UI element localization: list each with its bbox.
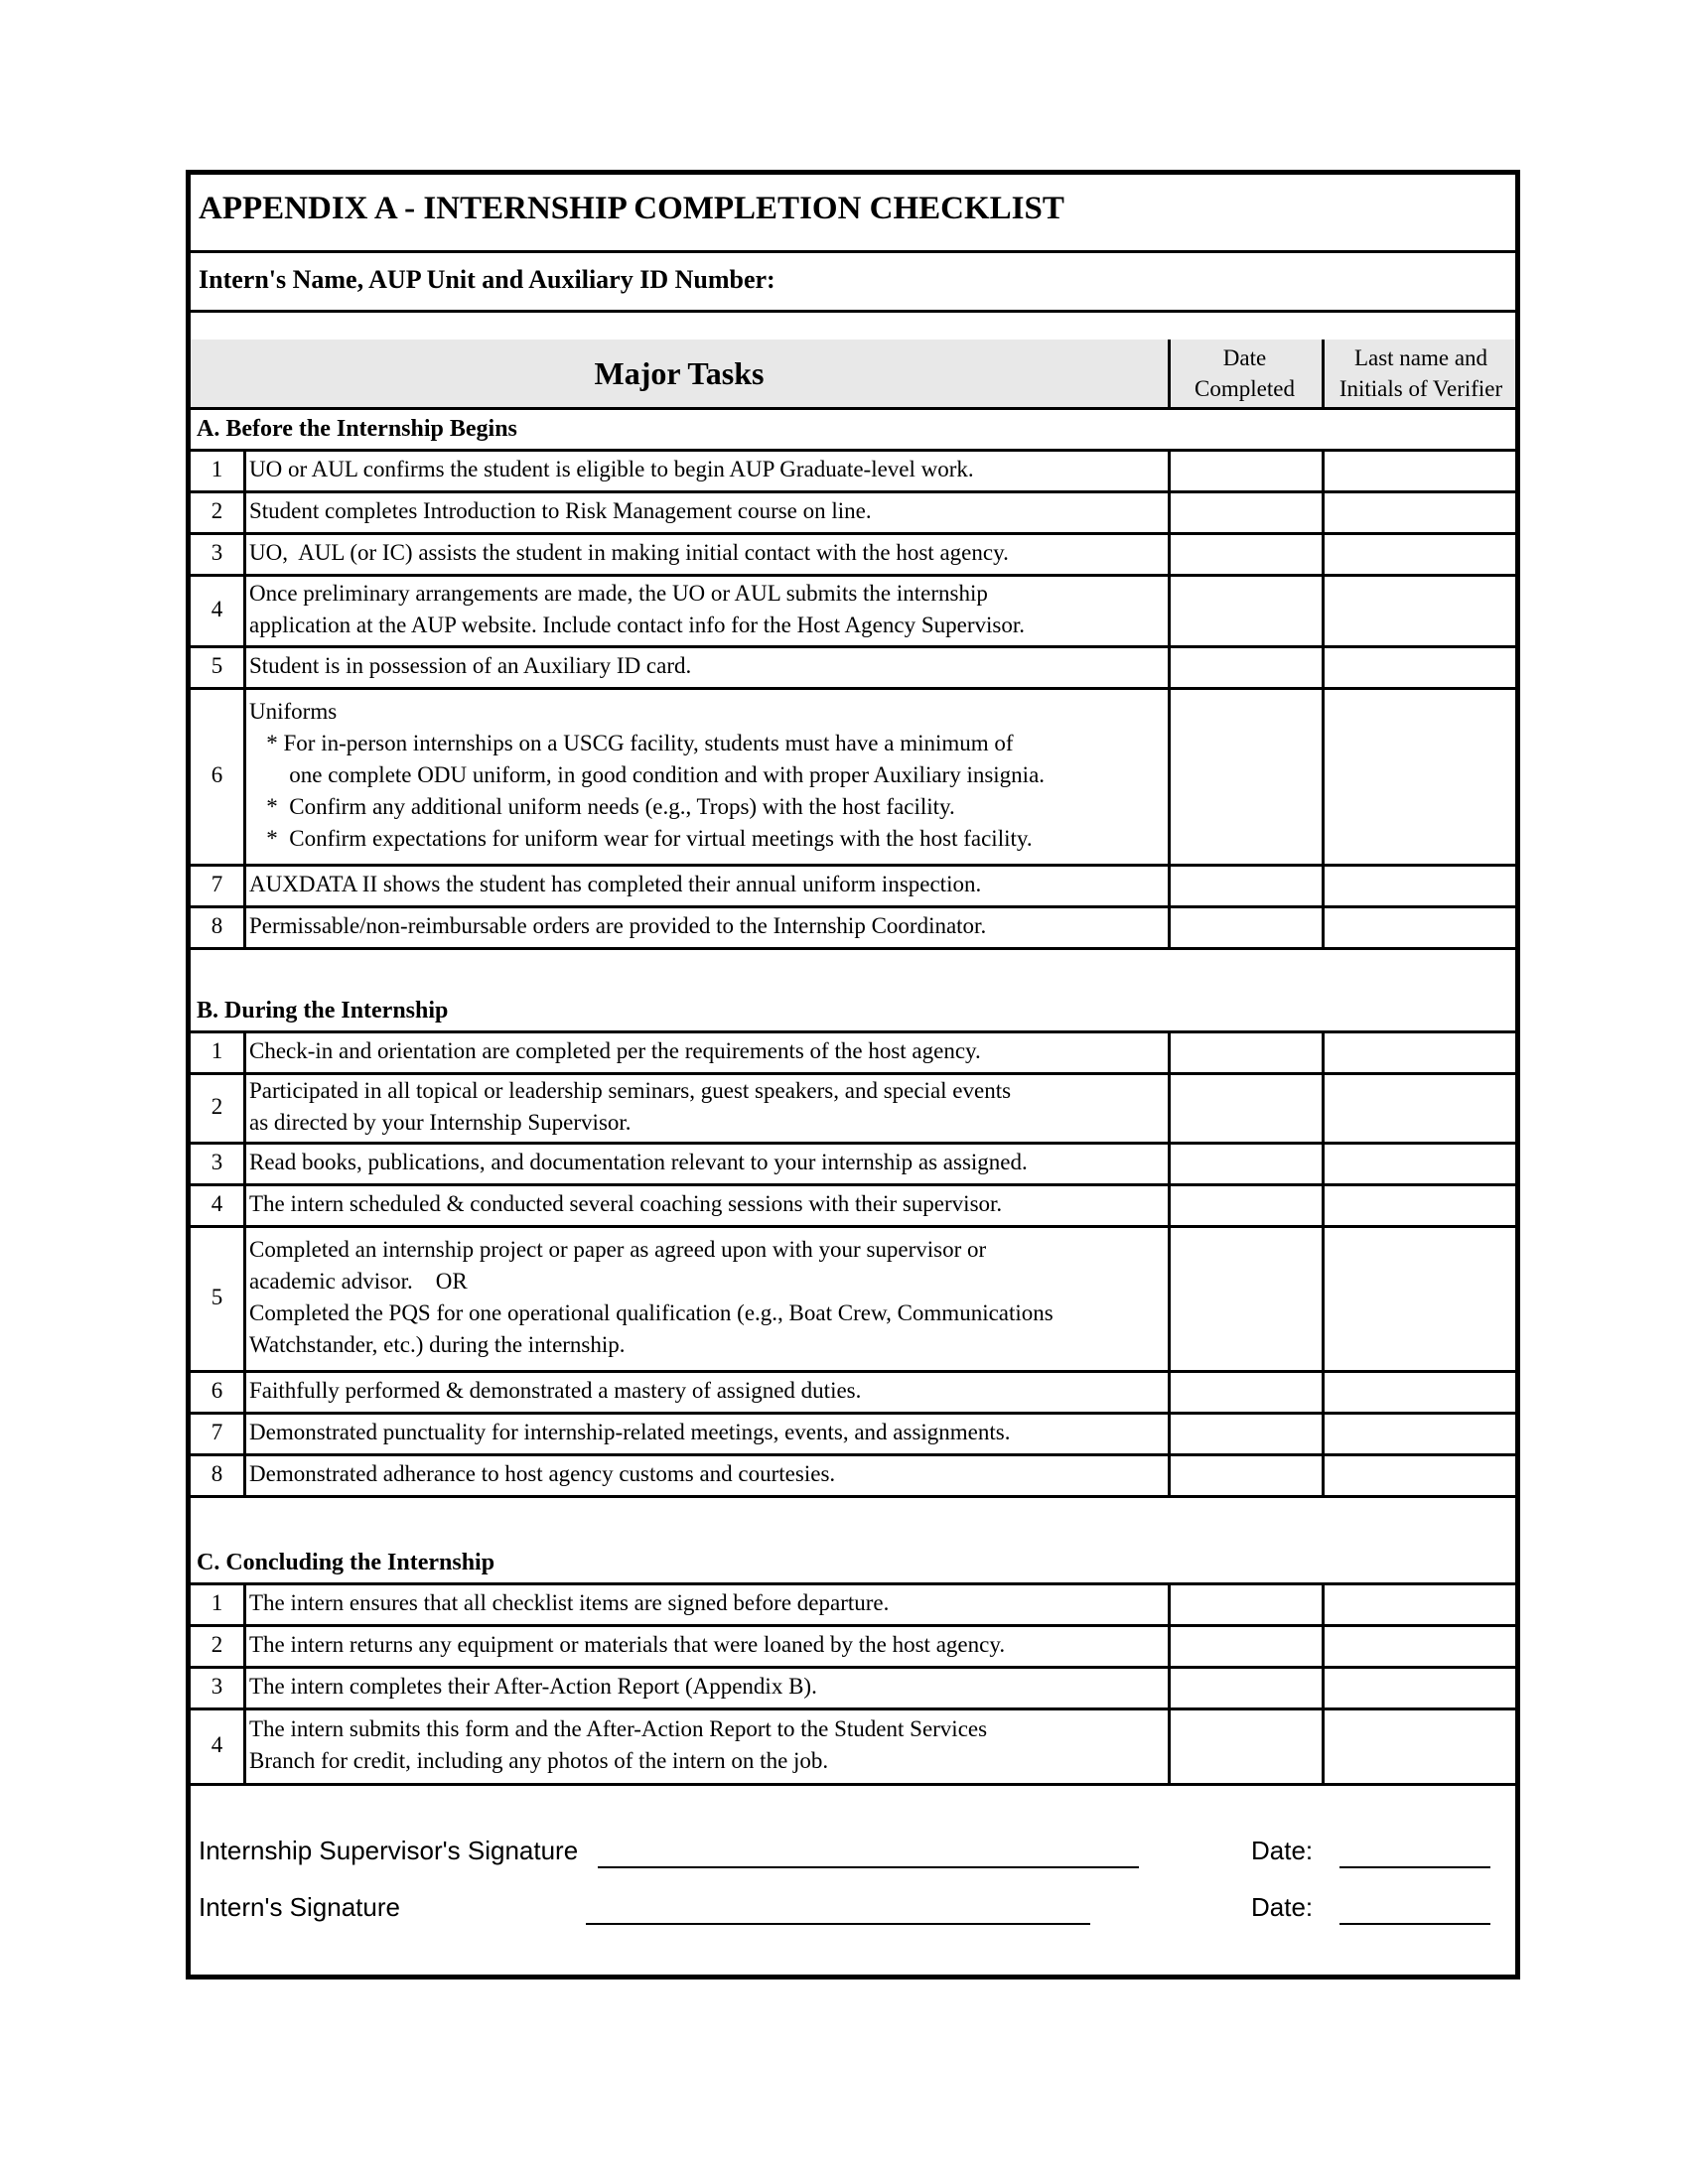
header-verifier-line: Initials of Verifier [1338, 376, 1503, 401]
divider [243, 1624, 246, 1666]
task-row [191, 449, 1515, 490]
date-completed-cell[interactable] [1171, 1666, 1320, 1707]
task-row [191, 1582, 1515, 1624]
intern-signature-line[interactable] [586, 1923, 1090, 1925]
verifier-initials-cell[interactable] [1325, 1142, 1515, 1183]
task-text [246, 449, 1163, 490]
task-number: 4 [211, 597, 223, 621]
task-number: 2 [211, 1632, 223, 1657]
task-text [246, 1707, 1163, 1783]
task-text-line: AUXDATA II shows the student has completed their annual uniform inspection. [249, 872, 982, 896]
task-text-line: Completed an internship project or paper as agreed upon with your supervisor or [249, 1237, 987, 1262]
verifier-initials-cell[interactable] [1325, 1666, 1515, 1707]
task-text-line: * Confirm expectations for uniform wear for virtual meetings with the host facility. [249, 826, 1033, 851]
divider [243, 645, 246, 687]
task-number: 4 [211, 1191, 223, 1216]
task-text-line: The intern scheduled & conducted several coaching sessions with their supervisor. [249, 1191, 1003, 1216]
task-text [246, 490, 1163, 532]
verifier-initials-cell[interactable] [1325, 864, 1515, 905]
task-text-line: Student is in possession of an Auxiliary ID card. [249, 653, 692, 678]
divider [243, 532, 246, 574]
verifier-initials-cell[interactable] [1325, 1624, 1515, 1666]
task-number: 8 [211, 913, 223, 938]
divider [1322, 1072, 1325, 1142]
intern-id-label: Intern's Name, AUP Unit and Auxiliary ID Number: [199, 265, 775, 294]
divider [1168, 574, 1171, 645]
intern-signature-label: Intern's Signature [199, 1892, 400, 1922]
divider [1168, 449, 1171, 490]
divider [1168, 1183, 1171, 1225]
date-completed-cell[interactable] [1171, 645, 1320, 687]
task-text [246, 1453, 1163, 1495]
task-number: 5 [211, 653, 223, 678]
verifier-initials-cell[interactable] [1325, 905, 1515, 947]
divider [1168, 1624, 1171, 1666]
task-text-line: Demonstrated adherance to host agency customs and courtesies. [249, 1461, 836, 1486]
verifier-initials-cell[interactable] [1325, 1707, 1515, 1783]
divider [1168, 1072, 1171, 1142]
divider [1168, 1453, 1171, 1495]
divider [1322, 449, 1325, 490]
divider [243, 1225, 246, 1370]
divider [1168, 1225, 1171, 1370]
divider [243, 1453, 246, 1495]
task-number: 2 [211, 498, 223, 523]
divider [1168, 1412, 1171, 1453]
date-completed-cell[interactable] [1171, 905, 1320, 947]
task-text-line: Once preliminary arrangements are made, the UO or AUL submits the internship [249, 581, 988, 606]
divider [1322, 1707, 1325, 1783]
task-text-line: * Confirm any additional uniform needs (e.g., Trops) with the host facility. [249, 794, 955, 819]
divider [243, 1183, 246, 1225]
task-text-line: Uniforms [249, 699, 338, 724]
divider [243, 687, 246, 864]
task-number: 6 [211, 1378, 223, 1403]
divider [243, 905, 246, 947]
verifier-initials-cell[interactable] [1325, 687, 1515, 864]
date-completed-cell[interactable] [1171, 574, 1320, 645]
verifier-initials-cell[interactable] [1325, 1072, 1515, 1142]
task-row [191, 1225, 1515, 1370]
verifier-initials-cell[interactable] [1325, 449, 1515, 490]
task-row [191, 1666, 1515, 1707]
divider [1322, 1666, 1325, 1707]
divider [191, 310, 1515, 313]
task-number: 8 [211, 1461, 223, 1486]
task-text-line: Demonstrated punctuality for internship-related meetings, events, and assignments. [249, 1420, 1011, 1444]
task-row [191, 1142, 1515, 1183]
divider [243, 1072, 246, 1142]
task-text [246, 1624, 1163, 1666]
task-text-line: UO, AUL (or IC) assists the student in making initial contact with the host agency. [249, 540, 1009, 565]
supervisor-signature-line[interactable] [598, 1866, 1139, 1868]
section-title: A. Before the Internship Begins [197, 416, 517, 442]
task-number: 7 [211, 1420, 223, 1444]
verifier-initials-cell[interactable] [1325, 1453, 1515, 1495]
divider [243, 490, 246, 532]
task-text-line: Watchstander, etc.) during the internship. [249, 1332, 626, 1357]
task-text-line: The intern completes their After-Action Report (Appendix B). [249, 1674, 817, 1699]
divider [1168, 1582, 1171, 1624]
date-completed-cell[interactable] [1171, 1030, 1320, 1072]
header-verifier-line: Last name and [1353, 345, 1488, 370]
task-row [191, 574, 1515, 645]
date-completed-cell[interactable] [1171, 864, 1320, 905]
task-text-line: Branch for credit, including any photos of the intern on the job. [249, 1748, 829, 1773]
divider [1168, 864, 1171, 905]
task-row [191, 532, 1515, 574]
section-title: C. Concluding the Internship [197, 1550, 495, 1575]
table-header [191, 340, 1515, 407]
task-text-line: Read books, publications, and documentation relevant to your internship as assigned. [249, 1150, 1028, 1174]
task-row [191, 1412, 1515, 1453]
task-number: 1 [211, 457, 223, 481]
divider [1322, 1624, 1325, 1666]
divider [1168, 340, 1171, 407]
task-text [246, 1582, 1163, 1624]
divider [243, 574, 246, 645]
section-title: B. During the Internship [197, 998, 449, 1024]
task-text-line: Completed the PQS for one operational qualification (e.g., Boat Crew, Communications [249, 1300, 1054, 1325]
divider [1168, 645, 1171, 687]
task-text-line: Student completes Introduction to Risk Management course on line. [249, 498, 872, 523]
task-row [191, 905, 1515, 947]
divider [243, 449, 246, 490]
task-number: 1 [211, 1038, 223, 1063]
header-date-completed [1168, 340, 1322, 407]
divider [1168, 490, 1171, 532]
divider [1322, 687, 1325, 864]
task-number: 2 [211, 1094, 223, 1119]
intern-date-line[interactable] [1339, 1923, 1490, 1925]
date-completed-cell[interactable] [1171, 1072, 1320, 1142]
divider [1322, 1453, 1325, 1495]
divider [1168, 687, 1171, 864]
verifier-initials-cell[interactable] [1325, 490, 1515, 532]
divider [1322, 1370, 1325, 1412]
task-number: 6 [211, 762, 223, 787]
supervisor-date-line[interactable] [1339, 1866, 1490, 1868]
divider [243, 1370, 246, 1412]
task-text [246, 1072, 1163, 1142]
divider [1168, 532, 1171, 574]
date-completed-cell[interactable] [1171, 1370, 1320, 1412]
task-number: 5 [211, 1285, 223, 1309]
verifier-initials-cell[interactable] [1325, 1183, 1515, 1225]
task-text-line: one complete ODU uniform, in good condition and with proper Auxiliary insignia. [249, 762, 1046, 787]
task-text [246, 1666, 1163, 1707]
task-text [246, 1183, 1163, 1225]
page-title: APPENDIX A - INTERNSHIP COMPLETION CHECKLIST [199, 191, 1064, 226]
task-text-line: as directed by your Internship Supervisor. [249, 1110, 632, 1135]
divider [1322, 1142, 1325, 1183]
date-completed-cell[interactable] [1171, 532, 1320, 574]
task-number: 4 [211, 1732, 223, 1757]
task-text-line: The intern submits this form and the After-Action Report to the Student Services [249, 1716, 988, 1741]
date-completed-cell[interactable] [1171, 1624, 1320, 1666]
task-number: 1 [211, 1590, 223, 1615]
task-text [246, 1412, 1163, 1453]
divider [1322, 1030, 1325, 1072]
divider [1168, 1030, 1171, 1072]
task-row [191, 490, 1515, 532]
divider [1168, 1666, 1171, 1707]
task-row [191, 687, 1515, 864]
task-number: 3 [211, 540, 223, 565]
task-text [246, 532, 1163, 574]
task-text-line: Permissable/non-reimbursable orders are provided to the Internship Coordinator. [249, 913, 987, 938]
task-text [246, 687, 1163, 864]
verifier-initials-cell[interactable] [1325, 1030, 1515, 1072]
header-date-line: Date [1222, 345, 1267, 370]
divider [1168, 1707, 1171, 1783]
divider [1322, 1412, 1325, 1453]
task-text [246, 905, 1163, 947]
task-text-line: Check-in and orientation are completed per the requirements of the host agency. [249, 1038, 981, 1063]
task-text-line: The intern returns any equipment or materials that were loaned by the host agency. [249, 1632, 1006, 1657]
verifier-initials-cell[interactable] [1325, 1582, 1515, 1624]
task-row [191, 1707, 1515, 1783]
task-text [246, 574, 1163, 645]
divider [1168, 1142, 1171, 1183]
task-row [191, 1030, 1515, 1072]
header-verifier [1322, 340, 1520, 407]
task-row [191, 864, 1515, 905]
divider [243, 1412, 246, 1453]
divider [1322, 905, 1325, 947]
task-text-line: application at the AUP website. Include contact info for the Host Agency Supervisor. [249, 613, 1025, 637]
task-text [246, 645, 1163, 687]
task-text-line: Faithfully performed & demonstrated a mastery of assigned duties. [249, 1378, 862, 1403]
date-completed-cell[interactable] [1171, 490, 1320, 532]
task-row [191, 1370, 1515, 1412]
verifier-initials-cell[interactable] [1325, 1370, 1515, 1412]
header-major-tasks: Major Tasks [594, 355, 765, 391]
verifier-initials-cell[interactable] [1325, 1225, 1515, 1370]
task-text-line: UO or AUL confirms the student is eligible to begin AUP Graduate-level work. [249, 457, 974, 481]
supervisor-signature-label: Internship Supervisor's Signature [199, 1836, 579, 1865]
date-completed-cell[interactable] [1171, 1183, 1320, 1225]
task-text-line: The intern ensures that all checklist items are signed before departure. [249, 1590, 890, 1615]
divider [1168, 1370, 1171, 1412]
task-row [191, 1453, 1515, 1495]
date-completed-cell[interactable] [1171, 1142, 1320, 1183]
divider [243, 1707, 246, 1783]
divider [1322, 574, 1325, 645]
task-row [191, 645, 1515, 687]
task-text [246, 1370, 1163, 1412]
task-row [191, 1183, 1515, 1225]
task-row [191, 1072, 1515, 1142]
divider [1322, 1225, 1325, 1370]
supervisor-date-label: Date: [1251, 1836, 1314, 1865]
date-completed-cell[interactable] [1171, 1453, 1320, 1495]
date-completed-cell[interactable] [1171, 1582, 1320, 1624]
date-completed-cell[interactable] [1171, 449, 1320, 490]
checklist-form [186, 170, 1520, 1979]
divider [1322, 1582, 1325, 1624]
task-text-line: * For in-person internships on a USCG facility, students must have a minimum of [249, 731, 1014, 755]
date-completed-cell[interactable] [1171, 1225, 1320, 1370]
header-date-line: Completed [1195, 376, 1295, 401]
task-text-line: Participated in all topical or leadership seminars, guest speakers, and special events [249, 1078, 1012, 1103]
intern-date-label: Date: [1251, 1892, 1314, 1922]
divider [243, 1666, 246, 1707]
verifier-initials-cell[interactable] [1325, 532, 1515, 574]
task-number: 3 [211, 1150, 223, 1174]
date-completed-cell[interactable] [1171, 1707, 1320, 1783]
divider [1322, 532, 1325, 574]
verifier-initials-cell[interactable] [1325, 574, 1515, 645]
task-text [246, 1142, 1163, 1183]
divider [191, 1783, 1515, 1786]
divider [243, 1030, 246, 1072]
task-number: 3 [211, 1674, 223, 1699]
date-completed-cell[interactable] [1171, 687, 1320, 864]
divider [1322, 864, 1325, 905]
divider [243, 864, 246, 905]
task-row [191, 1624, 1515, 1666]
divider [1322, 340, 1325, 407]
divider [1322, 645, 1325, 687]
task-text-line: academic advisor. OR [249, 1269, 468, 1294]
verifier-initials-cell[interactable] [1325, 1412, 1515, 1453]
task-text [246, 1225, 1163, 1370]
task-text [246, 1030, 1163, 1072]
divider [243, 1582, 246, 1624]
divider [243, 1142, 246, 1183]
divider [1168, 905, 1171, 947]
date-completed-cell[interactable] [1171, 1412, 1320, 1453]
divider [1322, 490, 1325, 532]
divider [1322, 1183, 1325, 1225]
verifier-initials-cell[interactable] [1325, 645, 1515, 687]
task-text [246, 864, 1163, 905]
task-number: 7 [211, 872, 223, 896]
